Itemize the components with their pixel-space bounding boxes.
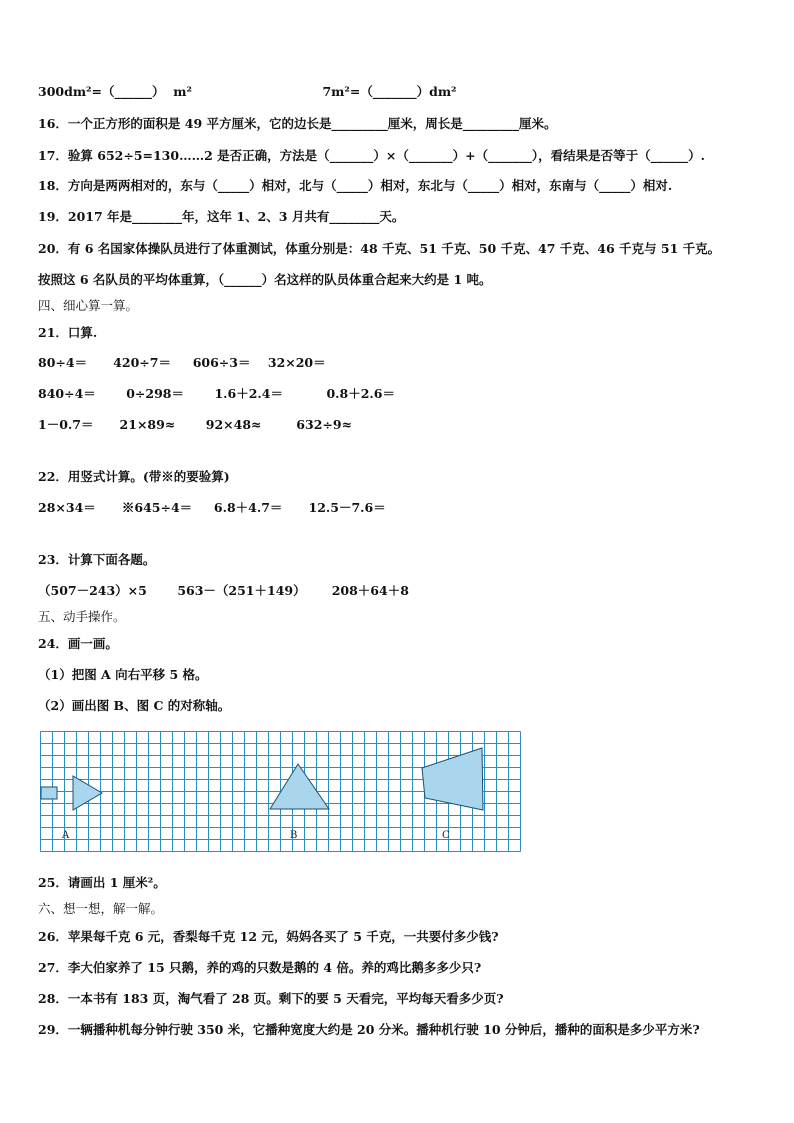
q19-line: 19．2017 年是________年，这年 1、2、3 月共有________天。 [38, 209, 405, 224]
q23-row: （507－243）×5 563－（251＋149） 208＋64＋8 [38, 583, 409, 598]
q29-line: 29．一辆播种机每分钟行驶 350 米，它播种宽度大约是 20 分米。播种机行驶 10 分钟后，播种的面积是多少平方米? [38, 1022, 700, 1037]
shape-b-triangle [270, 764, 329, 809]
q24-title: 24．画一画。 [38, 636, 118, 651]
q25-line: 25．请画出 1 厘米²。 [38, 875, 166, 890]
q24-part-1: （1）把图 A 向右平移 5 格。 [38, 667, 208, 682]
q21-row-1: 80÷4＝ 420÷7＝ 606÷3＝ 32×20＝ [38, 355, 326, 370]
q24-part-2: （2）画出图 B、图 C 的对称轴。 [38, 698, 231, 713]
grid-figure [40, 731, 530, 859]
q22-row: 28×34＝ ※645÷4＝ 6.8＋4.7＝ 12.5－7.6＝ [38, 500, 386, 515]
q20-line-2: 按照这 6 名队员的平均体重算，（______）名这样的队员体重合起来大约是 1 吨。 [38, 272, 492, 287]
shape-a-triangle [73, 776, 102, 810]
section-4-heading: 四、细心算一算。 [38, 298, 139, 313]
q26-line: 26．苹果每千克 6 元，香梨每千克 12 元，妈妈各买了 5 千克，一共要付多少钱? [38, 929, 499, 944]
label-b: B [290, 830, 298, 841]
section-5-heading: 五、动手操作。 [38, 609, 126, 624]
q18-line: 18．方向是两两相对的，东与（_____）相对，北与（_____）相对，东北与（_____）相对，东南与（_____）相对. [38, 178, 673, 193]
section-6-heading: 六、想一想，解一解。 [38, 901, 164, 916]
q17-line: 17．验算 652÷5=130……2 是否正确，方法是（_______）×（_______）+（_______），看结果是否等于（______）. [38, 148, 705, 163]
label-a: A [62, 830, 70, 841]
q28-line: 28．一本书有 183 页，淘气看了 28 页。剩下的要 5 天看完，平均每天看多少页? [38, 991, 504, 1006]
q21-title: 21．口算. [38, 325, 98, 340]
shape-a-rect [41, 787, 57, 799]
q22-title: 22．用竖式计算。(带※的要验算) [38, 469, 230, 484]
q15-conversion-line: 300dm²=（______） m² 7m²=（_______）dm² [38, 84, 457, 99]
q21-row-3: 1－0.7＝ 21×89≈ 92×48≈ 632÷9≈ [38, 417, 353, 432]
q27-line: 27．李大伯家养了 15 只鹅，养的鸡的只数是鹅的 4 倍。养的鸡比鹅多多少只? [38, 960, 482, 975]
q21-row-2: 840÷4＝ 0÷298＝ 1.6＋2.4＝ 0.8＋2.6＝ [38, 386, 395, 401]
q23-title: 23．计算下面各题。 [38, 552, 156, 567]
q16-line: 16．一个正方形的面积是 49 平方厘米，它的边长是_________厘米，周长是_________厘米。 [38, 116, 557, 131]
label-c: C [442, 830, 450, 841]
q20-line: 20．有 6 名国家体操队员进行了体重测试，体重分别是：48 千克、51 千克、50 千克、47 千克、46 千克与 51 千克。 [38, 241, 721, 256]
shape-c-trapezoid [422, 748, 483, 810]
